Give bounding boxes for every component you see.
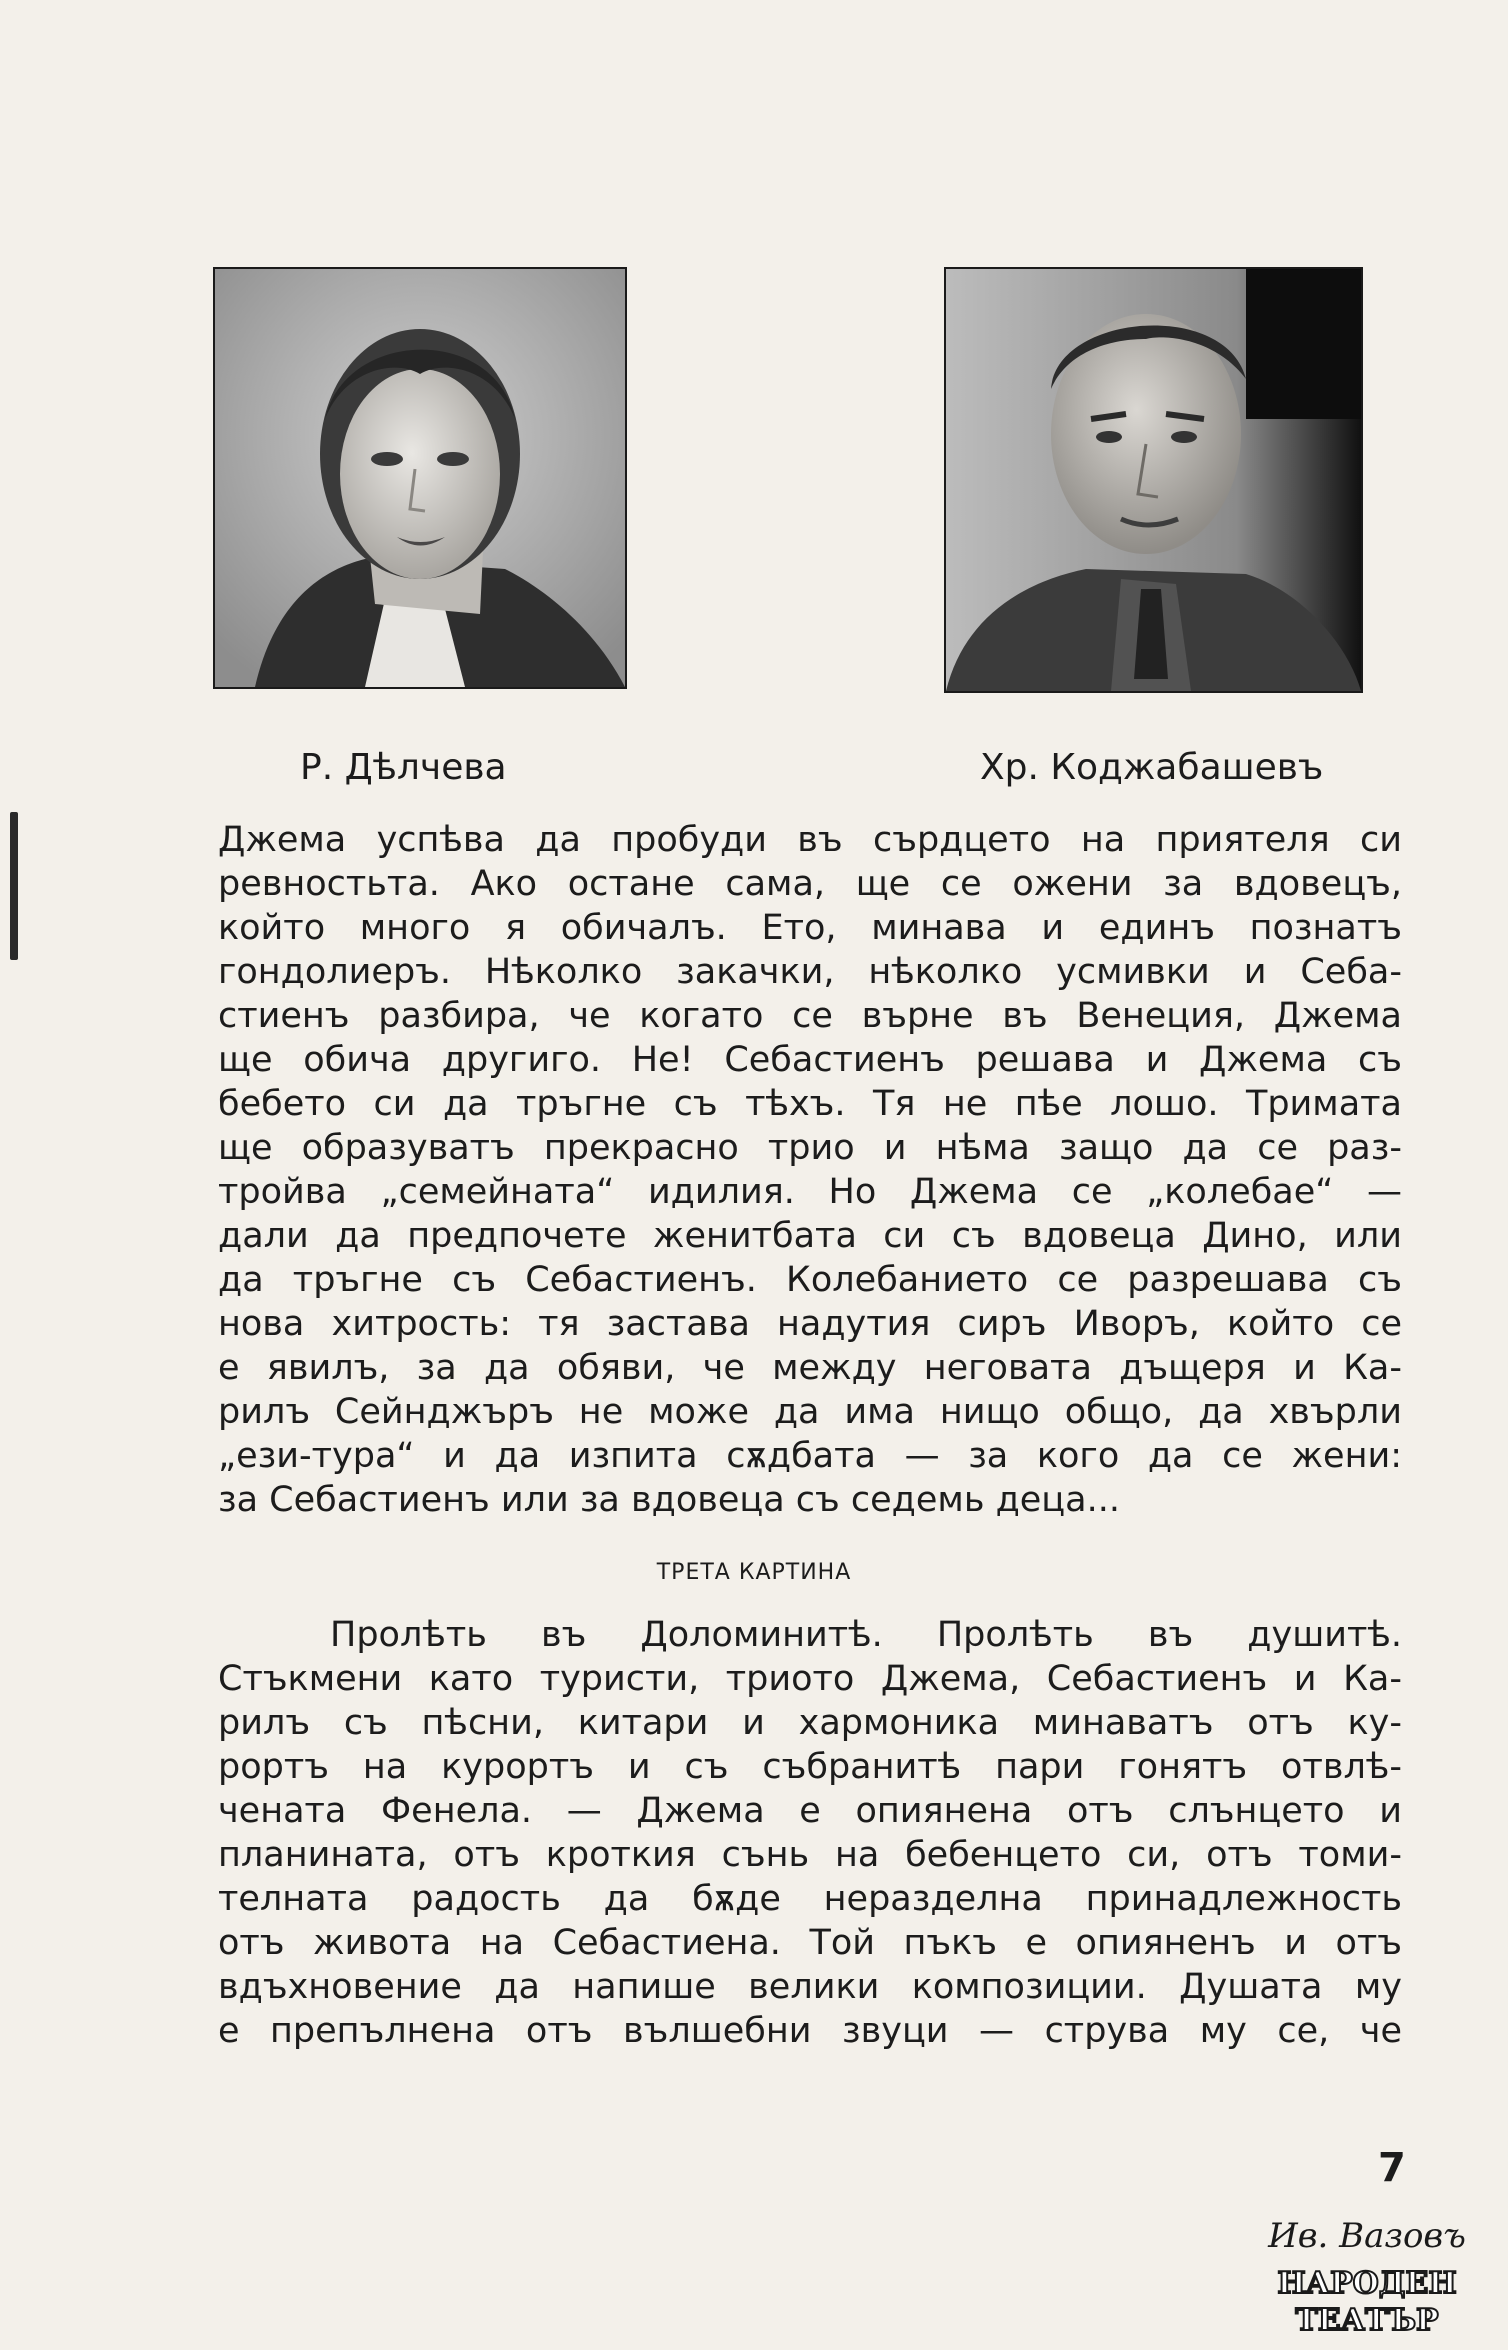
text-line: нова хитрость: тя застава надутия сиръ Иворъ, който се bbox=[218, 1304, 1402, 1344]
binding-mark bbox=[10, 812, 18, 960]
text-line: Стъкмени като туристи, триото Джема, Себастиенъ и Ка- bbox=[218, 1659, 1402, 1699]
text-line: гондолиеръ. Нѣколко закачки, нѣколко усмивки и Себа- bbox=[218, 952, 1402, 992]
portrait-photo-left bbox=[213, 267, 627, 689]
text-line: чената Фенела. — Джема е опиянена отъ слънцето и bbox=[218, 1791, 1402, 1831]
text-line: рилъ Сейнджъръ не може да има нищо общо, да хвърли bbox=[218, 1392, 1402, 1432]
text-line: тройва „семейната“ идилия. Но Джема се „колебае“ — bbox=[218, 1172, 1402, 1212]
photo-caption-right: Хр. Коджабашевъ bbox=[980, 747, 1324, 788]
text-line: дали да предпочете женитбата си съ вдовеца Дино, или bbox=[218, 1216, 1402, 1256]
text-line: Пролѣть въ Доломинитѣ. Пролѣть въ душитѣ. bbox=[330, 1615, 1402, 1655]
photo-caption-left: Р. Дѣлчева bbox=[300, 747, 507, 788]
text-line: „ези-тура“ и да изпита сѫдбата — за кого да се жени: bbox=[218, 1436, 1402, 1476]
portrait-photo-right bbox=[944, 267, 1363, 693]
text-line: ще образуватъ прекрасно трио и нѣма защо да се раз- bbox=[218, 1128, 1402, 1168]
logo-line-2: ТЕАТЪР bbox=[1295, 2303, 1439, 2338]
text-line: планината, отъ кроткия сънь на бебенцето си, отъ томи- bbox=[218, 1835, 1402, 1875]
text-line: е препълнена отъ вълшебни звуци — струва му се, че bbox=[218, 2011, 1402, 2051]
logo-signature: Ив. Вазовъ bbox=[1268, 2216, 1466, 2256]
text-line: рортъ на курортъ и съ събранитѣ пари гонятъ отвлѣ- bbox=[218, 1747, 1402, 1787]
synopsis-paragraph-1 bbox=[218, 818, 1402, 1522]
text-line: който много я обичалъ. Ето, минава и единъ познатъ bbox=[218, 908, 1402, 948]
text-line: рилъ съ пѣсни, китари и хармоника минаватъ отъ ку- bbox=[218, 1703, 1402, 1743]
national-theatre-logo bbox=[1268, 2205, 1466, 2340]
text-line: за Себастиенъ или за вдовеца съ седемь деца... bbox=[218, 1480, 1120, 1520]
text-line: бебето си да тръгне съ тѣхъ. Тя не пѣе лошо. Тримата bbox=[218, 1084, 1402, 1124]
text-line: Джема успѣва да пробуди въ сърдцето на приятеля си bbox=[218, 820, 1402, 860]
text-line: телната радость да бѫде неразделна принадлежность bbox=[218, 1879, 1402, 1919]
text-line: да тръгне съ Себастиенъ. Колебанието се разрешава съ bbox=[218, 1260, 1402, 1300]
text-line: е явилъ, за да обяви, че между неговата дъщеря и Ка- bbox=[218, 1348, 1402, 1388]
text-line: ревностьта. Ако остане сама, ще се ожени за вдовецъ, bbox=[218, 864, 1402, 904]
text-line: вдъхновение да напише велики композиции. Душата му bbox=[218, 1967, 1402, 2007]
text-line: отъ живота на Себастиена. Той пъкъ е опияненъ и отъ bbox=[218, 1923, 1402, 1963]
text-line: стиенъ разбира, че когато се върне въ Венеция, Джема bbox=[218, 996, 1402, 1036]
page-number: 7 bbox=[1378, 2145, 1406, 2191]
text-line: ще обича другиго. Не! Себастиенъ решава и Джема съ bbox=[218, 1040, 1402, 1080]
section-heading: ТРЕТА КАРТИНА bbox=[656, 1560, 852, 1585]
logo-line-1: НАРОДЕН bbox=[1277, 2266, 1457, 2301]
synopsis-paragraph-2 bbox=[218, 1613, 1402, 2053]
